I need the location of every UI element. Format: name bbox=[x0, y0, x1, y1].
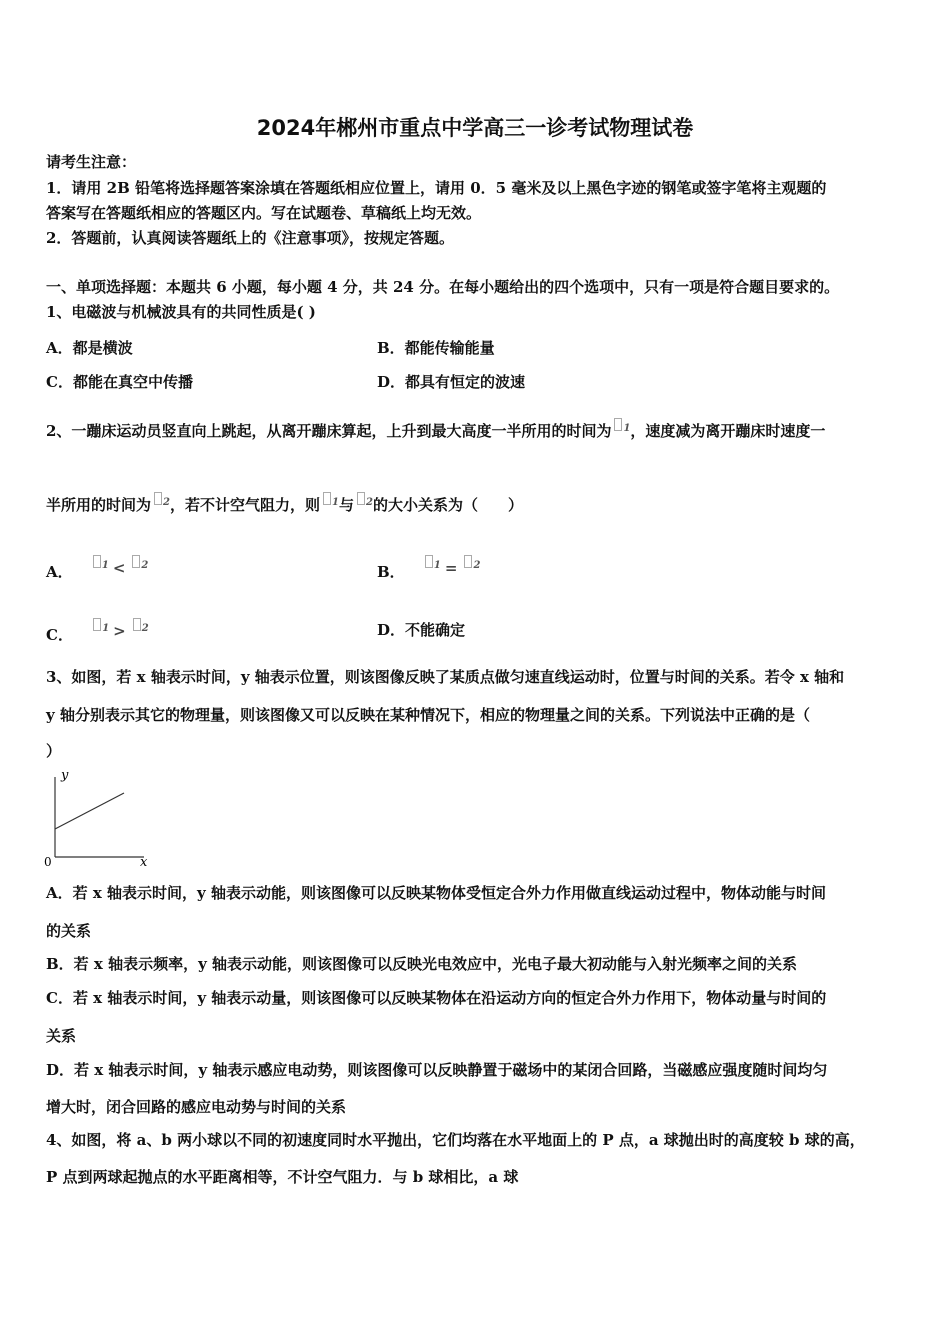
q2-option-d: D．不能确定 bbox=[377, 621, 466, 639]
q2-option-c-label: C． bbox=[46, 626, 73, 644]
q1-option-d: D．都具有恒定的波速 bbox=[377, 373, 526, 391]
q4-line-2: P 点到两球起抛点的水平距离相等，不计空气阻力．与 b 球相比，a 球 bbox=[46, 1168, 519, 1186]
graph-line bbox=[55, 793, 124, 829]
q2-option-a-label: A． bbox=[46, 563, 73, 581]
q2-option-b bbox=[377, 555, 480, 582]
notice-line-1b: 答案写在答题纸相应的答题区内。写在试题卷、草稿纸上均无效。 bbox=[46, 204, 482, 222]
q1-stem: 1、电磁波与机械波具有的共同性质是( ) bbox=[46, 303, 316, 321]
q2-option-a bbox=[46, 555, 148, 582]
q2-option-b-formula bbox=[422, 555, 481, 577]
q2-line-1 bbox=[46, 418, 825, 441]
t1-placeholder-icon bbox=[93, 555, 101, 568]
q1-option-a: A．都是横波 bbox=[46, 339, 133, 357]
t1-subscript: 1 bbox=[332, 497, 339, 508]
notice-line-1a: 1．请用 2B 铅笔将选择题答案涂填在答题纸相应位置上，请用 0．5 毫米及以上黑色字迹的钢笔或签字笔将主观题的 bbox=[46, 179, 827, 197]
equals-sign: = bbox=[444, 559, 458, 577]
q3-option-b: B．若 x 轴表示频率，y 轴表示动能，则该图像可以反映光电效应中，光电子最大初动能与入射光频率之间的关系 bbox=[46, 955, 798, 973]
y-axis-label: y bbox=[61, 768, 69, 783]
t1-subscript: 1 bbox=[623, 423, 631, 434]
q3-line-3: ） bbox=[46, 742, 62, 760]
q3-option-a-line-2: 的关系 bbox=[46, 922, 92, 940]
notice-line-2: 2．答题前，认真阅读答题纸上的《注意事项》，按规定答题。 bbox=[46, 229, 454, 247]
t1-placeholder-icon bbox=[323, 492, 331, 505]
q3-line-1: 3、如图，若 x 轴表示时间，y 轴表示位置，则该图像反映了某质点做匀速直线运动时，位置与时间的关系。若令 x 轴和 bbox=[46, 668, 845, 686]
t1-placeholder-icon bbox=[93, 618, 101, 631]
t2-subscript: 2 bbox=[365, 497, 373, 508]
q1-option-b: B．都能传输能量 bbox=[377, 339, 495, 357]
notice-heading: 请考生注意： bbox=[46, 153, 137, 171]
t2-placeholder-icon bbox=[357, 492, 365, 505]
q2-option-b-label: B． bbox=[377, 563, 405, 581]
q3-option-d-line-2: 增大时，闭合回路的感应电动势与时间的关系 bbox=[46, 1098, 347, 1116]
q2-option-a-formula bbox=[90, 555, 149, 577]
page-title: 2024年郴州市重点中学高三一诊考试物理试卷 bbox=[256, 116, 694, 140]
t2-subscript: 2 bbox=[141, 623, 149, 634]
q3-option-c-line-1: C．若 x 轴表示时间，y 轴表示动量，则该图像可以反映某物体在沿运动方向的恒定合外力作用下，物体动量与时间的 bbox=[46, 989, 827, 1007]
less-than-sign: < bbox=[112, 559, 126, 577]
t2-subscript: 2 bbox=[163, 497, 170, 508]
q2-line-1b: ，速度减为离开蹦床时速度一 bbox=[630, 422, 826, 440]
x-axis-label: x bbox=[140, 855, 148, 870]
q2-line-2c: 与 bbox=[338, 496, 354, 514]
q2-option-c-formula bbox=[90, 618, 149, 640]
q2-line-2 bbox=[46, 492, 523, 515]
q3-graph bbox=[40, 765, 160, 873]
q3-line-2: y 轴分别表示其它的物理量，则该图像又可以反映在某种情况下，相应的物理量之间的关系。下列说法中正确的是（ bbox=[46, 706, 810, 724]
t1-subscript: 1 bbox=[101, 560, 109, 571]
q2-line-2a: 半所用的时间为 bbox=[46, 496, 152, 514]
t1-subscript: 1 bbox=[433, 560, 441, 571]
q3-option-d-line-1: D．若 x 轴表示时间，y 轴表示感应电动势，则该图像可以反映静置于磁场中的某闭合回路，当磁感应强度随时间均匀 bbox=[46, 1061, 828, 1079]
q3-option-c-line-2: 关系 bbox=[46, 1027, 77, 1045]
q2-line-1a: 2、一蹦床运动员竖直向上跳起，从离开蹦床算起，上升到最大高度一半所用的时间为 bbox=[46, 422, 612, 440]
q2-line-2b: ，若不计空气阻力，则 bbox=[169, 496, 320, 514]
t1-placeholder-icon bbox=[614, 418, 622, 431]
t1-placeholder-icon bbox=[425, 555, 433, 568]
greater-than-sign: > bbox=[113, 622, 126, 640]
q2-option-c bbox=[46, 618, 149, 645]
t2-placeholder-icon bbox=[132, 555, 140, 568]
q3-option-a-line-1: A．若 x 轴表示时间，y 轴表示动能，则该图像可以反映某物体受恒定合外力作用做直线运动过程中，物体动能与时间 bbox=[46, 884, 826, 902]
q1-option-c: C．都能在真空中传播 bbox=[46, 373, 193, 391]
section-heading: 一、单项选择题：本题共 6 小题，每小题 4 分，共 24 分。在每小题给出的四个选项中，只有一项是符合题目要求的。 bbox=[46, 278, 840, 296]
t1-subscript: 1 bbox=[102, 623, 110, 634]
q4-line-1: 4、如图，将 a、b 两小球以不同的初速度同时水平抛出，它们均落在水平地面上的 P 点，a 球抛出时的高度较 b 球的高， bbox=[46, 1131, 865, 1149]
q2-line-2d: 的大小关系为（ ） bbox=[372, 496, 523, 514]
t2-subscript: 2 bbox=[141, 560, 149, 571]
origin-label: 0 bbox=[44, 855, 52, 869]
t2-placeholder-icon bbox=[154, 492, 162, 505]
t2-subscript: 2 bbox=[473, 560, 481, 571]
t2-placeholder-icon bbox=[464, 555, 472, 568]
t2-placeholder-icon bbox=[133, 618, 141, 631]
